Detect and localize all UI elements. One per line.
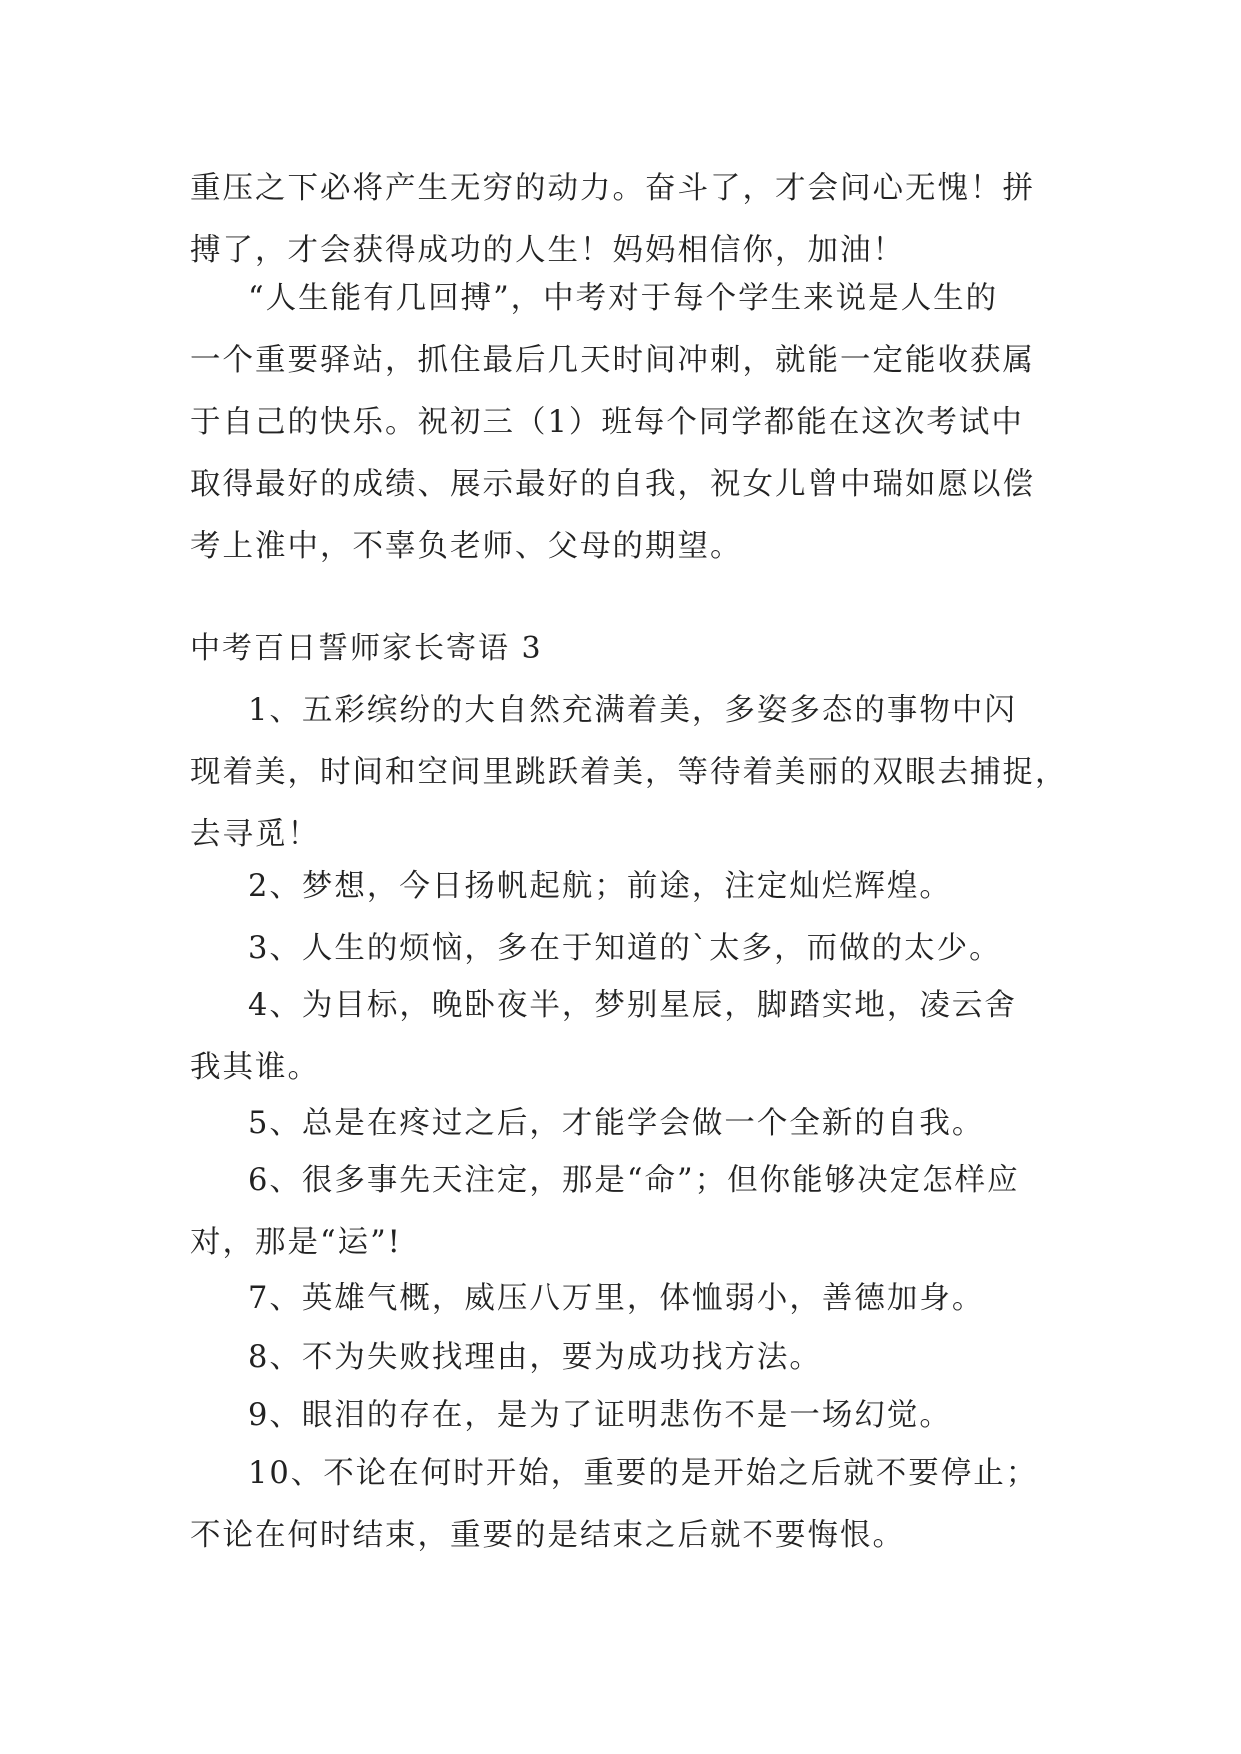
text-line: 4、为目标，晚卧夜半，梦别星辰，脚踏实地，凌云舍 — [248, 988, 1017, 1023]
text-line: 6、很多事先天注定，那是“命”；但你能够决定怎样应 — [248, 1163, 1020, 1198]
text-line: 9、眼泪的存在，是为了证明悲伤不是一场幻觉。 — [248, 1398, 952, 1433]
list-item — [190, 918, 1050, 980]
text-line: 对，那是“运”! — [190, 1225, 402, 1260]
text-line: 一个重要驿站，抓住最后几天时间冲刺，就能一定能收获属 — [190, 343, 1035, 378]
text-line: “人生能有几回搏”，中考对于每个学生来说是人生的 — [248, 281, 999, 316]
text-line: 我其谁。 — [190, 1050, 320, 1085]
list-item — [190, 1150, 1050, 1274]
text-line: 现着美，时间和空间里跳跃着美，等待着美丽的双眼去捕捉， — [190, 755, 1068, 790]
text-line: 3、人生的烦恼，多在于知道的`太多，而做的太少。 — [248, 931, 1002, 966]
list-item — [190, 1443, 1050, 1567]
text-line: 取得最好的成绩、展示最好的自我，祝女儿曾中瑞如愿以偿 — [190, 467, 1035, 502]
list-item — [190, 1327, 1050, 1389]
text-line: 搏了，才会获得成功的人生！妈妈相信你，加油！ — [190, 233, 905, 268]
text-line: 1、五彩缤纷的大自然充满着美，多姿多态的事物中闪 — [248, 693, 1017, 728]
text-line: 2、梦想，今日扬帆起航；前途，注定灿烂辉煌。 — [248, 869, 952, 904]
list-item — [190, 975, 1050, 1099]
text-line: 于自己的快乐。祝初三（1）班每个同学都能在这次考试中 — [190, 405, 1024, 440]
list-item — [190, 680, 1068, 866]
text-line: 重压之下必将产生无穷的动力。奋斗了，才会问心无愧！拼 — [190, 171, 1035, 206]
text-line: 5、总是在疼过之后，才能学会做一个全新的自我。 — [248, 1106, 985, 1141]
list-item — [190, 856, 1050, 918]
section-heading: 中考百日誓师家长寄语 3 — [190, 631, 543, 666]
text-line: 8、不为失败找理由，要为成功找方法。 — [248, 1340, 822, 1375]
text-line: 去寻觅！ — [190, 817, 320, 852]
list-item — [190, 1268, 1050, 1330]
list-item — [190, 1385, 1050, 1447]
text-line: 10、不论在何时开始，重要的是开始之后就不要停止； — [248, 1456, 1039, 1491]
intro-paragraph — [190, 158, 1050, 282]
list-item — [190, 1093, 1050, 1155]
text-line: 考上淮中，不辜负老师、父母的期望。 — [190, 529, 743, 564]
closing-paragraph — [190, 268, 1050, 578]
text-line: 7、英雄气概，威压八万里，体恤弱小，善德加身。 — [248, 1281, 985, 1316]
text-line: 不论在何时结束，重要的是结束之后就不要悔恨。 — [190, 1518, 905, 1553]
